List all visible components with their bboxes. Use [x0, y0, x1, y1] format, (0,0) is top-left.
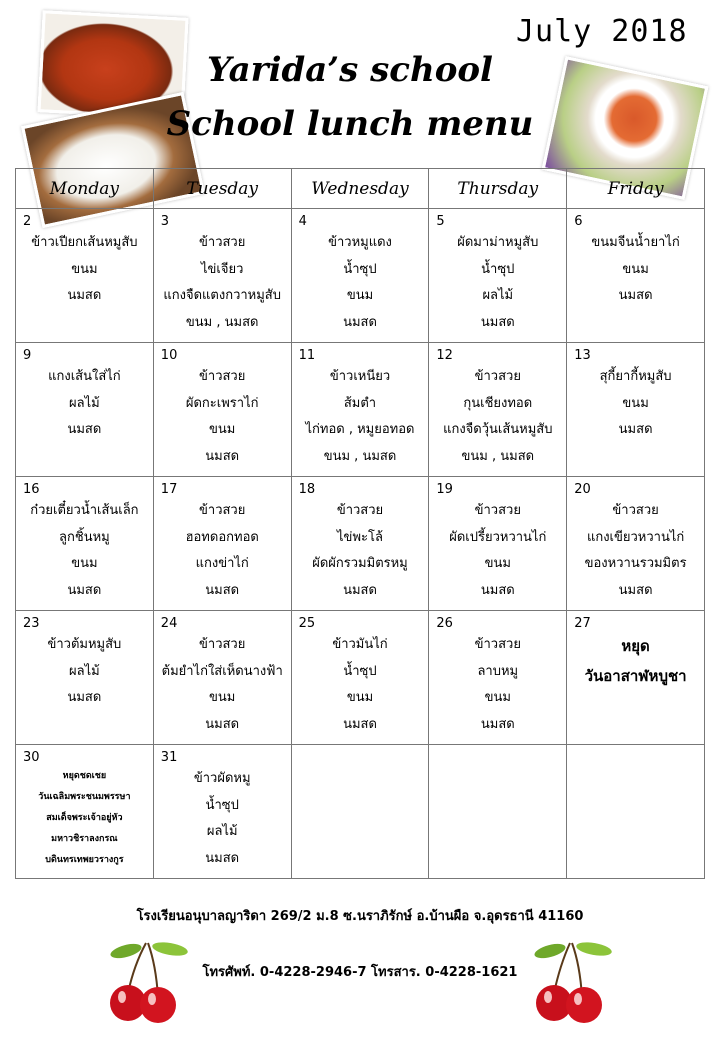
date-number: 27	[574, 616, 591, 631]
day-header: Tuesday	[153, 169, 291, 209]
date-number: 16	[23, 482, 40, 497]
menu-item: นมสด	[205, 716, 240, 732]
day-cell	[429, 611, 567, 745]
menu-item: ขนม , นมสด	[323, 448, 397, 464]
date-number: 23	[23, 616, 40, 631]
day-cell	[567, 611, 705, 745]
date-number	[429, 745, 566, 766]
holiday-label: วันอาสาฬหบูชา	[584, 667, 687, 685]
menu-item: แกงข่าไก่	[195, 556, 249, 571]
date-number: 4	[298, 214, 307, 229]
holiday-label: หยุด	[621, 637, 650, 655]
menu-item: ข้าวหมูแดง	[328, 235, 392, 250]
menu-item: ข้าวสวย	[199, 235, 246, 250]
day-cell	[16, 477, 154, 611]
menu-item: นมสด	[618, 288, 653, 303]
menu-item: นมสด	[343, 716, 377, 732]
day-cell	[291, 343, 429, 477]
menu-item: ขนม	[71, 261, 98, 277]
menu-item: ข้าวเหนียว	[329, 369, 391, 384]
week-row	[16, 477, 705, 611]
day-cell	[567, 477, 705, 611]
menu-item: ก๋วยเตี๋ยวน้ำเส้นเล็ก	[30, 503, 139, 518]
day-cell	[291, 745, 429, 879]
menu-item: ข้าวสวย	[474, 503, 521, 518]
day-cell	[16, 343, 154, 477]
menu-item: นมสด	[67, 690, 102, 705]
menu-item: ลูกชิ้นหมู	[59, 529, 110, 545]
date-number: 13	[574, 348, 591, 363]
lunch-calendar	[15, 168, 705, 879]
menu-item: นมสด	[618, 422, 653, 437]
day-cell	[567, 343, 705, 477]
date-number: 6	[574, 214, 583, 229]
date-number: 9	[23, 348, 32, 363]
date-number: 20	[574, 482, 591, 497]
date-number: 18	[298, 482, 316, 497]
menu-item: ข้าวต้มหมูสับ	[47, 637, 122, 652]
menu-item: ข้าวผัดหมู	[193, 771, 251, 786]
day-cell	[291, 611, 429, 745]
school-address: โรงเรียนอนุบาลญาริดา 269/2 ม.8 ซ.นราภิรักษ์ อ.บ้านผือ จ.อุดรธานี 41160	[136, 909, 584, 924]
holiday-note: สมเด็จพระเจ้าอยู่หัว	[46, 813, 123, 823]
menu-item: แกงเขียวหวานไก่	[586, 529, 685, 545]
menu-item: ข้าวมันไก่	[332, 637, 388, 652]
menu-item: ลาบหมู	[477, 663, 519, 679]
day-cell	[153, 611, 291, 745]
day-cell	[429, 477, 567, 611]
date-number: 31	[160, 750, 178, 765]
menu-item: ขนม	[209, 422, 236, 437]
menu-item: ผลไม้	[69, 663, 100, 679]
holiday-note: วันเฉลิมพระชนมพรรษา	[38, 792, 131, 802]
day-cell	[153, 745, 291, 879]
date-number: 17	[160, 482, 178, 497]
day-cell	[153, 477, 291, 611]
menu-item: ผัดผักรวมมิตรหมู	[312, 556, 408, 571]
menu-item: ขนม , นมสด	[461, 448, 535, 464]
menu-item: ข้าวสวย	[474, 369, 521, 384]
menu-item: แกงจืดแตงกวาหมูสับ	[163, 288, 281, 303]
menu-item: สุกี้ยากี้หมูสับ	[599, 369, 672, 384]
menu-item: ข้าวสวย	[199, 637, 246, 652]
menu-item: ขนม	[209, 690, 236, 705]
day-cell	[291, 209, 429, 343]
menu-item: ผลไม้	[206, 824, 238, 839]
holiday-note: บดินทรเทพยวรางกูร	[45, 855, 124, 865]
week-row	[16, 611, 705, 745]
menu-item: ฮอทดอกทอด	[185, 529, 259, 545]
day-cell	[291, 477, 429, 611]
date-number: 26	[436, 616, 453, 631]
menu-item: น้ำซุป	[343, 261, 377, 277]
menu-item: ผัดเปรี้ยวหวานไก่	[449, 529, 547, 545]
menu-item: ขนม	[71, 556, 98, 571]
day-cell	[429, 343, 567, 477]
week-row	[16, 209, 705, 343]
menu-item: นมสด	[618, 582, 653, 598]
day-cell	[567, 209, 705, 343]
menu-item: แกงเส้นใส่ไก่	[48, 369, 121, 384]
day-header: Wednesday	[291, 169, 429, 209]
week-row	[16, 745, 705, 879]
date-number: 11	[298, 348, 316, 363]
menu-item: ผลไม้	[69, 395, 100, 411]
menu-item: ของหวานรวมมิตร	[584, 556, 687, 571]
menu-item: ขนม	[622, 395, 649, 411]
day-header: Thursday	[429, 169, 567, 209]
date-number: 12	[436, 348, 453, 363]
holiday-note: หยุดชดเชย	[62, 771, 107, 781]
menu-item: นมสด	[205, 850, 240, 866]
contact-phone: โทรศัพท์. 0-4228-2946-7 โทรสาร. 0-4228-1621	[202, 965, 518, 980]
menu-item: นมสด	[67, 582, 102, 598]
menu-item: กุนเชียงทอด	[463, 395, 533, 411]
date-number: 2	[23, 214, 32, 229]
school-title: Yarida’s school	[207, 50, 493, 90]
menu-item: นมสด	[343, 314, 377, 330]
day-cell	[16, 611, 154, 745]
menu-item: ขนม	[484, 556, 511, 571]
date-number: 5	[436, 214, 445, 229]
date-number	[567, 745, 704, 766]
week-row	[16, 343, 705, 477]
menu-item: นมสด	[480, 582, 515, 598]
menu-item: ขนม	[484, 690, 511, 705]
cherry-icon	[526, 935, 616, 1025]
menu-item: ไข่เจียว	[200, 261, 244, 277]
menu-item: นมสด	[480, 716, 515, 732]
menu-item: ต้มยำไก่ใส่เห็ดนางฟ้า	[161, 663, 283, 679]
menu-item: ข้าวสวย	[199, 503, 246, 518]
day-cell	[429, 209, 567, 343]
menu-item: น้ำซุป	[343, 663, 377, 679]
holiday-note: มหาวชิราลงกรณ	[51, 834, 118, 844]
menu-item: ข้าวสวย	[612, 503, 659, 518]
menu-title: School lunch menu	[166, 104, 534, 144]
month-label: July 2018	[516, 14, 688, 49]
day-header: Friday	[567, 169, 705, 209]
menu-item: นมสด	[205, 582, 240, 598]
date-number: 24	[160, 616, 178, 631]
menu-item: นมสด	[67, 288, 102, 303]
menu-item: ผลไม้	[482, 288, 514, 303]
day-cell	[153, 209, 291, 343]
menu-item: ผัดกะเพราไก่	[185, 395, 259, 411]
menu-item: นมสด	[205, 448, 240, 464]
menu-item: นมสด	[67, 422, 102, 437]
date-number: 10	[160, 348, 178, 363]
menu-item: นมสด	[343, 582, 377, 598]
menu-item: ขนม , นมสด	[185, 314, 259, 330]
menu-item: ส้มตำ	[343, 395, 377, 411]
date-number: 19	[436, 482, 453, 497]
day-cell	[567, 745, 705, 879]
date-number: 30	[23, 750, 40, 765]
menu-item: ขนม	[622, 261, 649, 277]
menu-item: ขนม	[346, 690, 374, 705]
date-number	[292, 745, 429, 766]
day-header: Monday	[16, 169, 154, 209]
day-cell	[153, 343, 291, 477]
menu-item: ขนมจีนน้ำยาไก่	[591, 235, 680, 250]
date-number: 25	[298, 616, 316, 631]
menu-item: ไก่ทอด , หมูยอทอด	[305, 422, 415, 437]
day-cell	[16, 209, 154, 343]
menu-item: แกงจืดวุ้นเส้นหมูสับ	[443, 422, 553, 437]
menu-item: ข้าวสวย	[336, 503, 384, 518]
day-cell	[16, 745, 154, 879]
date-number: 3	[160, 214, 170, 229]
menu-item: ผัดมาม่าหมูสับ	[457, 235, 539, 250]
menu-item: นมสด	[480, 314, 515, 330]
menu-item: ขนม	[346, 288, 374, 303]
menu-item: ข้าวเปียกเส้นหมูสับ	[31, 235, 138, 250]
menu-item: ไข่พะโล้	[337, 529, 383, 545]
menu-item: น้ำซุป	[205, 797, 239, 813]
menu-item: น้ำซุป	[481, 261, 515, 277]
menu-item: ข้าวสวย	[474, 637, 521, 652]
cherry-icon	[104, 935, 194, 1025]
menu-item: ข้าวสวย	[199, 369, 246, 384]
weekday-header-row	[16, 169, 705, 209]
day-cell	[429, 745, 567, 879]
